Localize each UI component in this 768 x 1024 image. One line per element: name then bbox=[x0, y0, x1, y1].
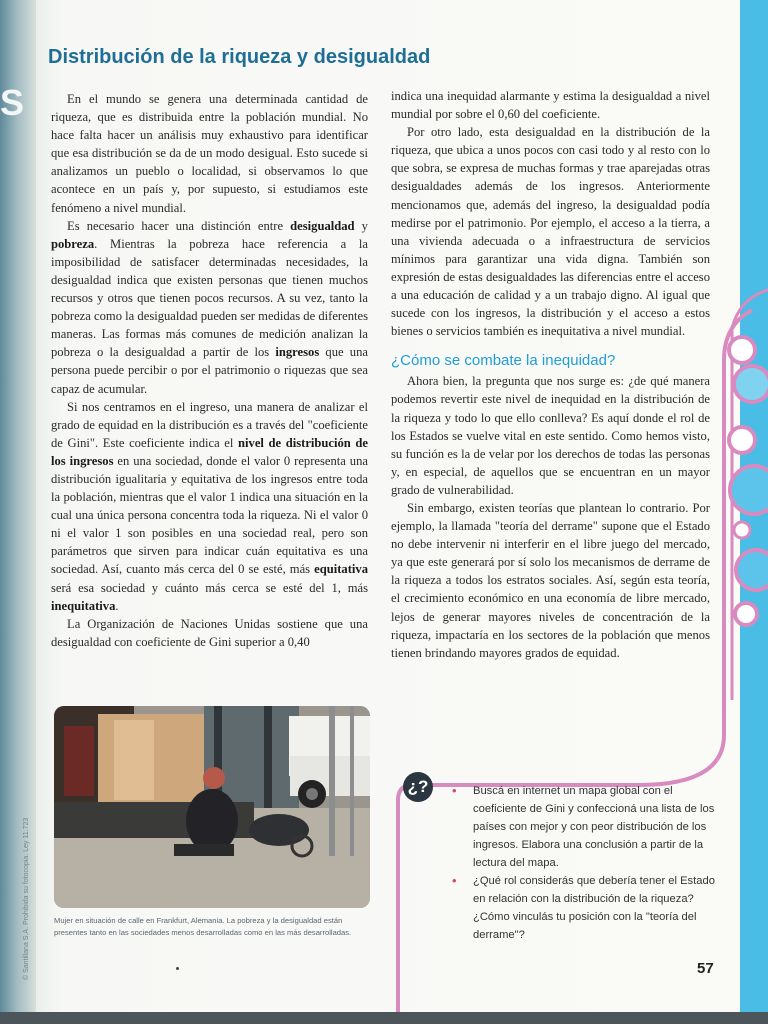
activity-list bbox=[452, 782, 728, 944]
paragraph: indica una inequidad alarmante y estima la desigualdad a nivel mundial por sobre el 0,60 del coeficiente. bbox=[391, 89, 710, 122]
photo-illustration bbox=[54, 706, 370, 908]
copyright-vertical-text: © Santillana S.A. Prohibida su fotocopia. Ley 11.723 bbox=[23, 817, 30, 980]
street-photo bbox=[54, 706, 370, 908]
pink-ring-4 bbox=[735, 603, 757, 625]
previous-page-letter: S bbox=[0, 82, 25, 123]
paragraph: Es necesario hacer una distinción entre desigualdad y pobreza. Mientras la pobreza hace referencia a la imposibilidad de satisfacer determinadas necesidades, la desigualdad indica que existen personas que tienen muchos recursos y otros que tienen pocos recursos. A su vez, tanto la pobreza como la desigualdad pueden ser medidas de diferentes maneras. Las formas más comunes de medición analizan la pobreza o la desigualdad a partir de los ingresos que una persona puede percibir o por el patrimonio o riquezas que sea capaz de acumular. bbox=[51, 218, 368, 396]
blue-circle-1 bbox=[734, 366, 768, 402]
book-gutter bbox=[0, 0, 36, 1024]
page-number: 57 bbox=[697, 960, 714, 977]
activity-item: • ¿Qué rol considerás que debería tener el Estado en relación con la distribución de la riqueza? ¿Cómo vinculás tu posición con la "teoría del derrame"? bbox=[452, 873, 715, 941]
page-dot bbox=[176, 967, 179, 970]
pink-ring-3 bbox=[734, 522, 750, 538]
bold-term: pobreza bbox=[51, 236, 95, 251]
question-icon: ¿? bbox=[403, 772, 433, 802]
paragraph: La Organización de Naciones Unidas sostiene que una desigualdad con coeficiente de Gini superior a 0,40 bbox=[51, 616, 368, 649]
bullet-icon: • bbox=[452, 783, 457, 798]
section-subheading: ¿Cómo se combate la inequidad? bbox=[391, 352, 616, 370]
paragraph: Ahora bien, la pregunta que nos surge es: ¿de qué manera podemos revertir este nivel de inequidad en la distribución de la riqueza y todo lo que ello conlleva? Es aquí donde el rol de los Estados se vuelve vital en este sentido. Como hemos visto, su función es la de velar por los derechos de todas las personas y, en especial, de aquellos que se encuentran en un mayor grado de vulnerabilidad. bbox=[391, 374, 710, 497]
bold-term: desigualdad bbox=[290, 218, 355, 233]
bold-term: equitativa bbox=[314, 562, 368, 577]
bold-term: nivel de distribución de los ingresos bbox=[51, 435, 369, 468]
page-title: Distribución de la riqueza y desigualdad bbox=[48, 46, 431, 68]
left-text-column bbox=[51, 90, 368, 651]
bold-term: ingresos bbox=[275, 345, 320, 360]
pink-ring-2 bbox=[729, 427, 755, 453]
bullet-icon: • bbox=[452, 873, 457, 888]
blue-circle-2 bbox=[730, 466, 768, 514]
paragraph: Por otro lado, esta desigualdad en la distribución de la riqueza, que ubica a unos pocos con casi todo y al resto con lo que sobra, se expresa de muchas formas y trae aparejadas otras desigualdades además de los ingresos. Anteriormente mencionamos que, además del ingreso, la desigualdad podía medirse por el patrimonio. Por ejemplo, el acceso a la tierra, a una vivienda adecuada o a infraestructura de servicios mínimos para garantizar una vida digna. También son expresión de estas desigualdades las diferencias entre el acceso a una educación de calidad y a un trabajo digno. Al igual que sucede con los ingresos, la distribución y el acceso a estos bienes o servicios también es inequitativa a nivel mundial. bbox=[391, 125, 710, 339]
right-text-column bbox=[391, 87, 710, 662]
photo-caption: Mujer en situación de calle en Frankfurt, Alemania. La pobreza y la desigualdad están presentes tanto en las sociedades menos desarrolladas como en las más desarrolladas. bbox=[54, 916, 352, 937]
pink-ring-1 bbox=[729, 337, 755, 363]
blue-circle-3 bbox=[736, 550, 768, 590]
paragraph: En el mundo se genera una determinada cantidad de riqueza, que es distribuida entre la población mundial. No hace falta hacer un análisis muy exhaustivo para identificar que esa distribución se da de un modo desigual. Esto sucede si analizamos un pueblo o localidad, si observamos lo que acontece en un país y, por supuesto, si estudiamos este fenómeno a nivel mundial. bbox=[51, 92, 368, 215]
paragraph: Sin embargo, existen teorías que plantean lo contrario. Por ejemplo, la llamada "teoría del derrame" supone que el Estado no debe intervenir ni interferir en el libre juego del mercado, ya que este generará por sí solo los mecanismos de derrame de la riqueza a todos los estratos sociales. Así, según esta teoría, el crecimiento económico en una economía de libre mercado, lejos de generar mayores niveles de concentración de la riqueza, impactaría en los sectores de la población que menos tienen brindando mayores grados de equidad. bbox=[391, 500, 710, 660]
activity-item: • Buscá en internet un mapa global con el coeficiente de Gini y confeccioná una lista de los países con mejor y con peor distribución de los ingresos. Elabora una conclusión a partir de la lectura del mapa. bbox=[452, 783, 715, 869]
scanner-edge bbox=[0, 1012, 768, 1024]
bold-term: inequitativa bbox=[51, 598, 116, 613]
paragraph: Si nos centramos en el ingreso, una manera de analizar el grado de equidad en la distribución es a través del "coeficiente de Gini". Este coeficiente indica el nivel de distribución de los ingresos en una sociedad, donde el valor 0 representa una distribución igualitaria y equitativa de los ingresos entre toda la población, mientras que el valor 1 indica una situación en la cual una única persona concentra toda la riqueza. Ni el valor 0 ni el valor 1 son posibles en una sociedad real, pero son parámetros que sirven para indicar cuán equitativa es una sociedad. Así, cuanto más cerca del 0 se esté, más equitativa será esa sociedad y cuánto más cerca se esté del 1, más inequitativa. bbox=[51, 399, 369, 613]
